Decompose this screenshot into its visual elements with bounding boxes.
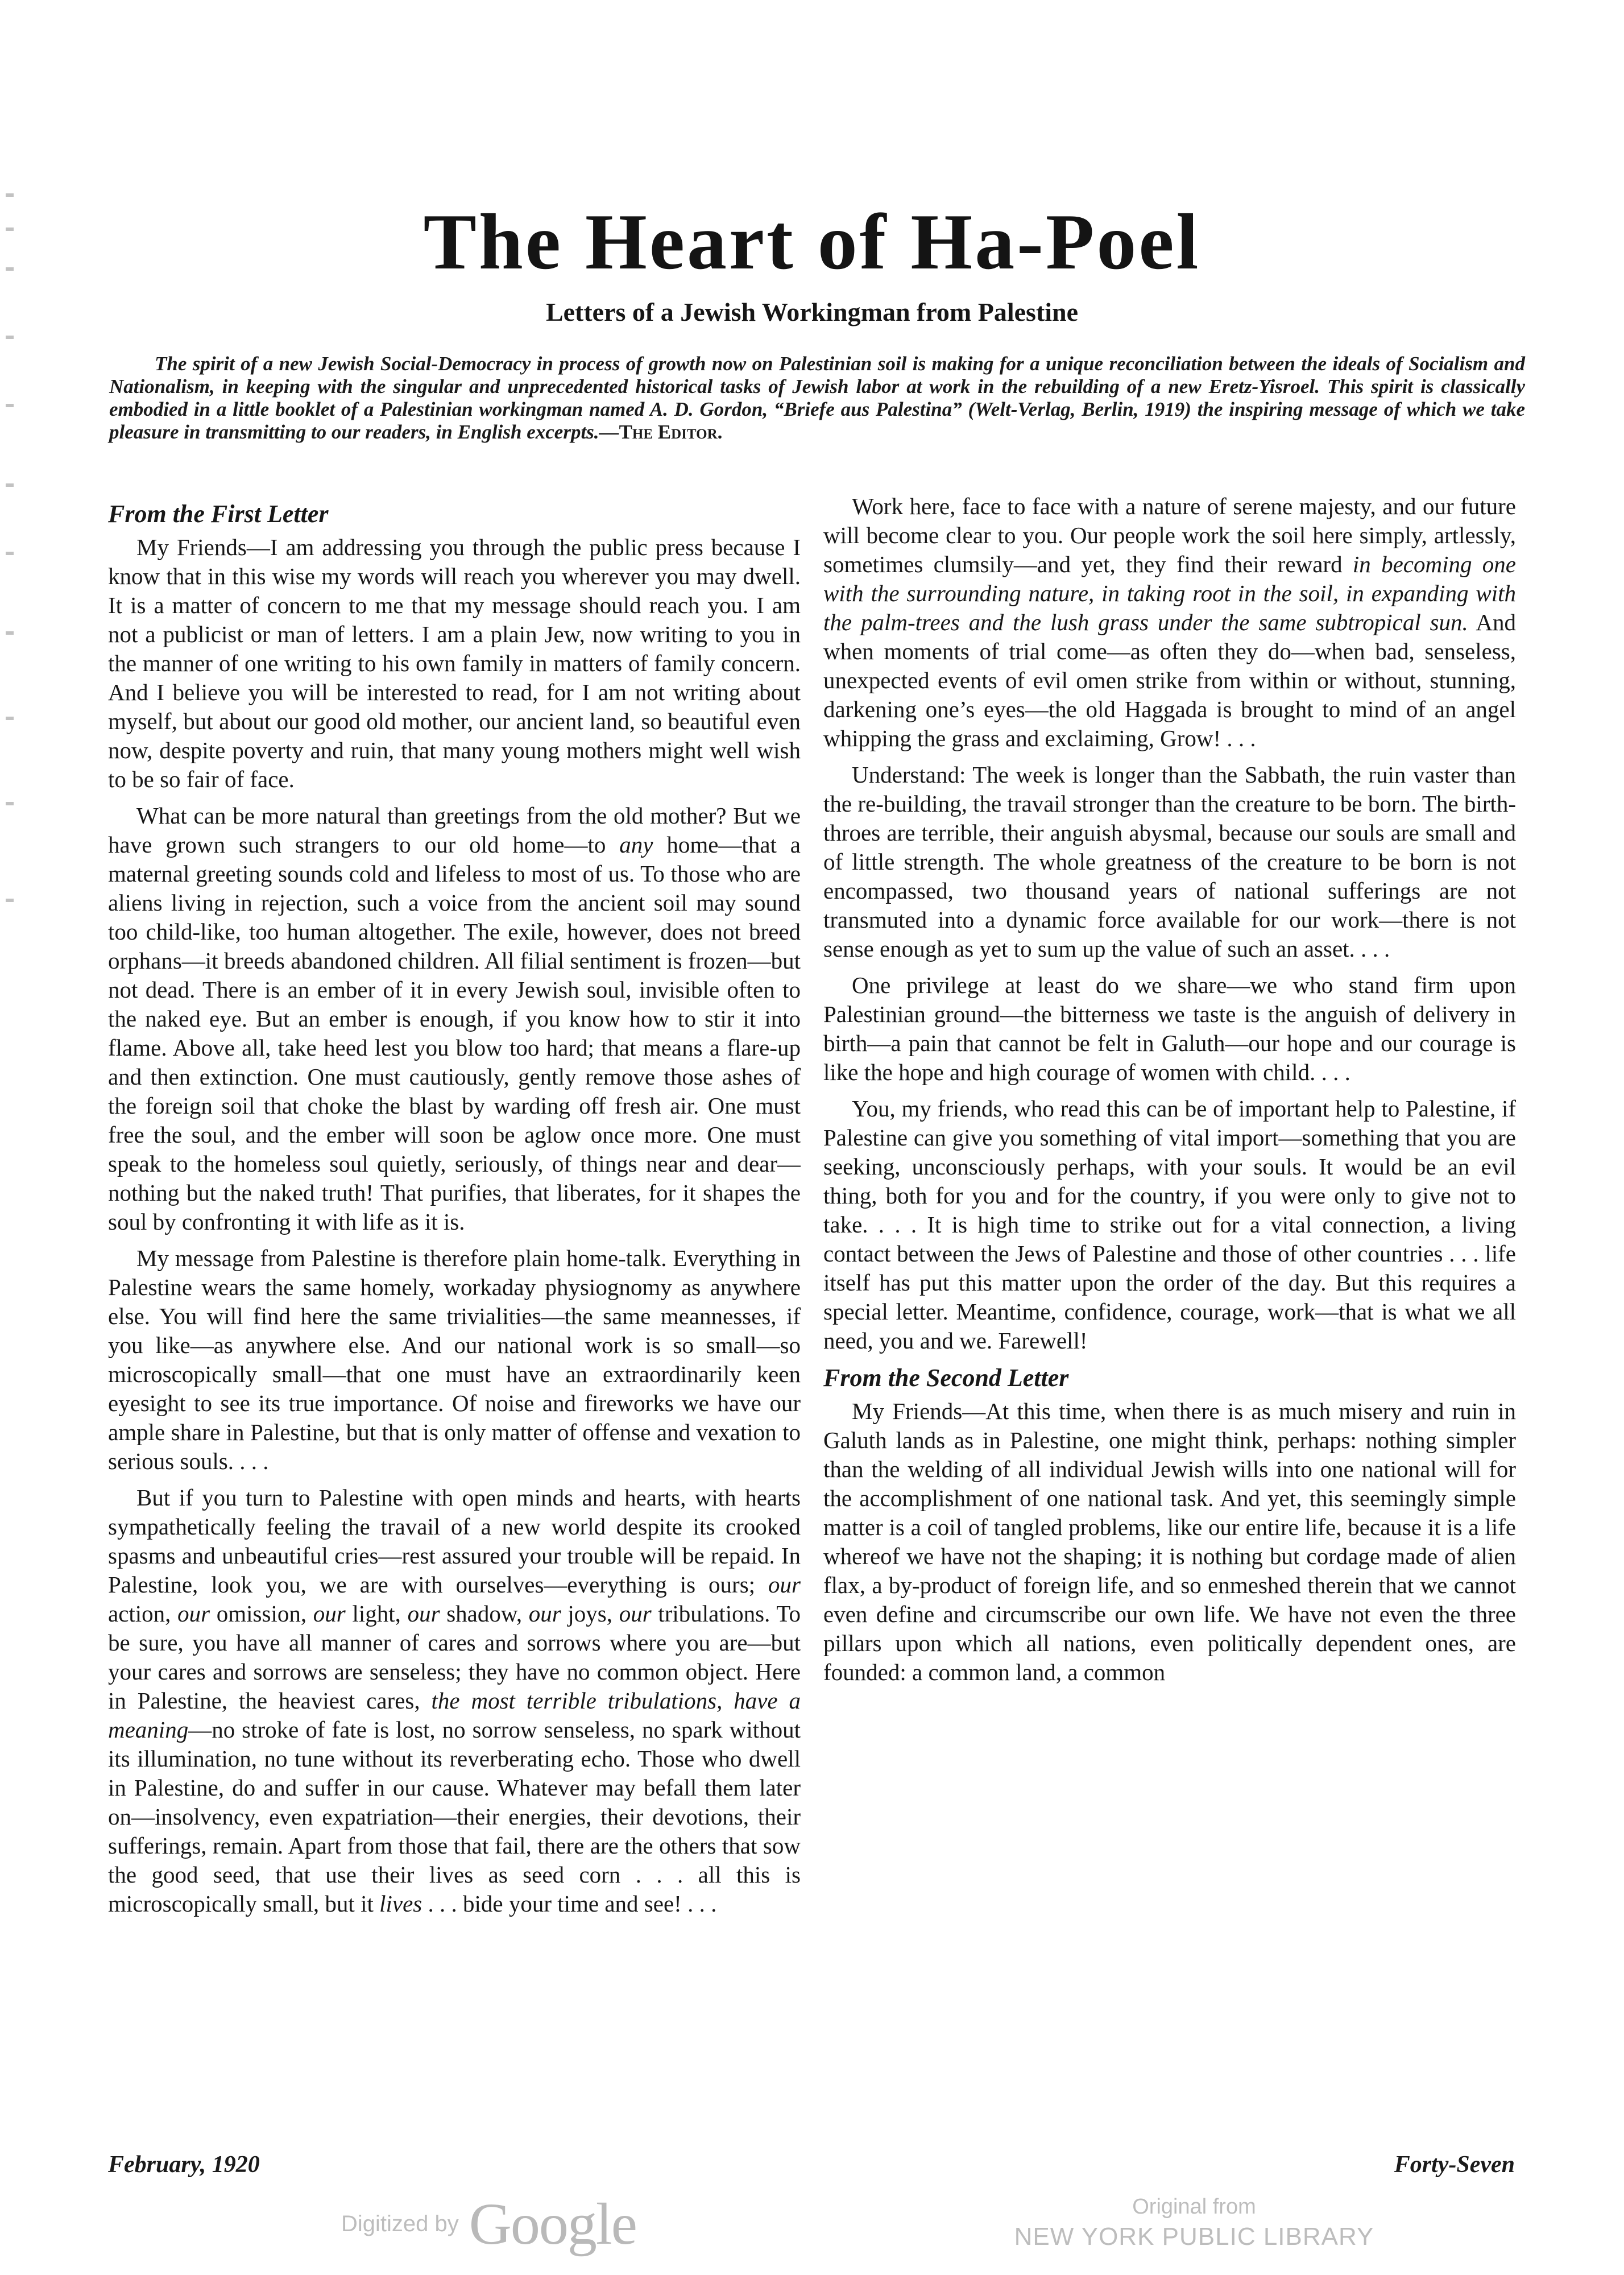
intro-text: The spirit of a new Jewish Social-Democracy in process of growth now on Palestinian soil is making for a unique reconciliation between the ideals of Socialism and Nationalism, in keeping with the singular and unprecedented historical tasks of Jewish labor at work in the rebuilding of a new Eretz-Yisroel. This spirit is classically embodied in a little booklet of a Palestinian workingman named A. D. Gordon, “Briefe aus Palestina” (Welt-Verlag, Berlin, 1919) the inspiring message of which we take pleasure in transmitting to our readers, in English excerpts.— [109,353,1525,443]
first-letter-heading: From the First Letter [108,500,329,528]
paragraph: One privilege at least do we share—we who stand firm upon Palestinian ground—the bitterness we taste is the anguish of delivery in birth—a pain that cannot be felt in Galuth—our hope and our courage is like the hope and high courage of women with child. . . . [823,972,1516,1085]
google-logo: Google [469,2191,636,2257]
paragraph: You, my friends, who read this can be of important help to Palestine, if Palestine can give you something of vital import—something that you are seeking, unconsciously perhaps, with your souls. It would be an evil thing, both for you and for the country, if you were only to give not to take. . . . It is high time to strike out for a vital connection, a living contact between the Jews of Palestine and those of other countries . . . life itself has put this matter upon the order of the day. But this requires a special letter. Meantime, confidence, courage, work—that is what we all need, you and we. Farewell! [823,1095,1516,1354]
second-letter-heading: From the Second Letter [823,1364,1069,1392]
digitized-watermark [341,2190,636,2258]
article-subtitle: Letters of a Jewish Workingman from Palestine [545,297,1079,326]
intro-signature: The Editor. [619,421,723,443]
paragraph: My message from Palestine is therefore plain home-talk. Everything in Palestine wears the same homely, workaday physiognomy as anywhere else. You will find here the same trivialities—the same meannesses, if you like—as anywhere else. And our national work is so small—so microscopically small—that one must have an extraordinarily keen eyesight to see its true importance. Of noise and fireworks we have our ample share in Palestine, but that is only matter of offense and vexation to serious souls. . . . [108,1245,801,1474]
issue-date: February, 1920 [108,2152,260,2178]
digitized-label: Digitized by [341,2211,459,2236]
scan-margin-artifacts [0,188,34,1155]
editor-intro [109,353,1525,444]
column-left [108,492,801,2119]
paragraph: But if you turn to Palestine with open minds and hearts, with hearts sympathetically feeling the travail of a new world despite its crooked spasms and unbeautiful cries—rest assured your trouble will be repaid. In Palestine, look you, we are with ourselves—everything is ours; our action, our omission, our light, our shadow, our joys, our tribulations. To be sure, you have all manner of cares and sorrows where you are—but your cares and sorrows are senseless; they have no common object. Here in Palestine, the heaviest cares, the most terrible tribulations, have a meaning—no stroke of fate is lost, no sorrow senseless, no spark without its illumination, no tune without its reverberating echo. Those who dwell in Palestine, do and suffer in our cause. Whatever may befall them later on—insolvency, even expatriation—their energies, their devotions, their sufferings, remain. Apart from those that fail, there are the others that sow the good seed, that use their lives as seed corn . . . all this is microscopically small, but it lives . . . bide your time and see! . . . [108,1484,801,1917]
library-watermark [938,2193,1450,2253]
paragraph: What can be more natural than greetings from the old mother? But we have grown such strangers to our old home—to any home—that a maternal greeting sounds cold and lifeless to most of us. To those who are aliens living in rejection, such a voice from the ancient soil may sound too child-like, too human altogether. The exile, however, does not breed orphans—it breeds abandoned children. All filial sentiment is frozen—but not dead. There is an ember of it in every Jewish soul, invisible often to the naked eye. But an ember is enough, if you know how to stir it into flame. Above all, take heed lest you blow too hard; that means a flare-up and then extinction. One must cautiously, gently remove those ashes of the foreign soil that choke the blast by warding off fresh air. One must free the soul, and the ember will soon be aglow once more. One must speak to the homeless soul quietly, seriously, of things near and dear—nothing but the naked truth! That purifies, that liberates, for it shapes the soul by confronting it with life as it is. [108,803,801,1235]
library-name: NEW YORK PUBLIC LIBRARY [1014,2223,1374,2251]
paragraph: Work here, face to face with a nature of serene majesty, and our future will become clear to you. Our people work the soil here simply, artlessly, sometimes clumsily—and yet, they find their reward in becoming one with the surrounding nature, in taking root in the soil, in expanding with the palm-trees and the lush grass under the same subtropical sun. And when moments of trial come—as often they do—when bad, senseless, unexpected events of evil omen strike from within or without, stunning, darkening one’s eyes—the old Haggada is brought to mind of an angel whipping the grass and exclaiming, Grow! . . . [823,493,1516,751]
paragraph: Understand: The week is longer than the Sabbath, the ruin vaster than the re-building, the travail stronger than the creature to be born. The birth-throes are terrible, their anguish abysmal, because our souls are small and of little strength. The whole greatness of the creature to be born is not encompassed, two thousand years of national sufferings are not transmuted into a dynamic force available for our work—there is not sense enough as yet to sum up the value of such an asset. . . . [823,762,1516,962]
column-right [823,492,1516,2119]
page-number: Forty-Seven [1394,2152,1515,2178]
article-title: The Heart of Ha-Poel [423,198,1201,286]
paragraph: My Friends—At this time, when there is as much misery and ruin in Galuth lands as in Palestine, one might think, perhaps: nothing simpler than the welding of all individual Jewish wills into one national will for the accomplishment of one national task. And yet, this seemingly simple matter is a coil of tangled problems, like our entire life, because it is a life whereof we have not the shaping; it is nothing but cordage made of alien flax, a by-product of foreign life, and so enmeshed therein that we cannot even define and circumscribe our own life. We have not even the three pillars upon which all nations, even politically dependent ones, are founded: a common land, a common [823,1398,1516,1685]
paragraph: My Friends—I am addressing you through the public press because I know that in this wise my words will reach you wherever you may dwell. It is a matter of concern to me that my message should reach you. I am not a publicist or man of letters. I am a plain Jew, now writing to you in the manner of one writing to his own family in matters of family concern. And I believe you will be interested to read, for I am not writing about myself, but about our good old mother, our ancient land, so beautiful even now, despite poverty and ruin, that many young mothers might well wish to be so fair of face. [108,534,801,792]
original-from-label: Original from [1132,2195,1256,2219]
